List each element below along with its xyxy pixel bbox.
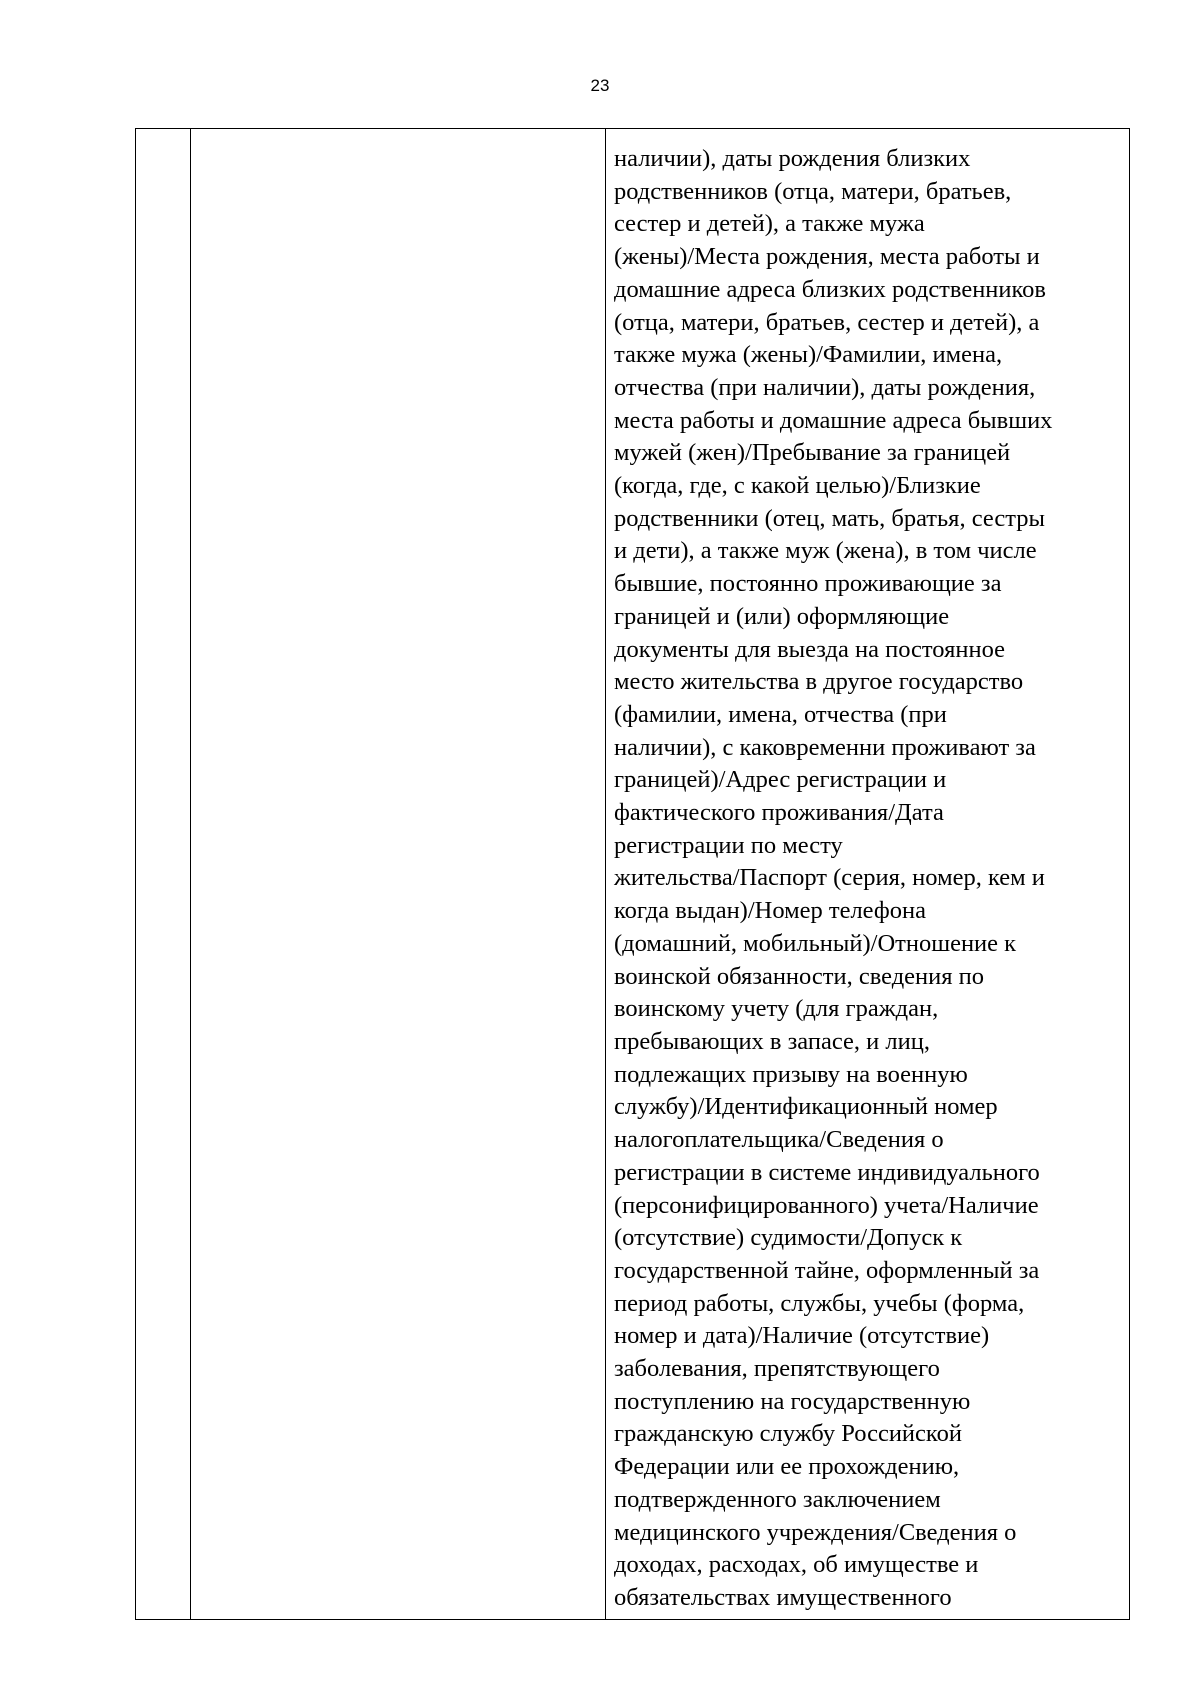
text-line: когда выдан)/Номер телефона: [614, 897, 926, 925]
text-line: (отсутствие) судимости/Допуск к: [614, 1224, 963, 1252]
text-line: службу)/Идентификационный номер: [614, 1093, 998, 1121]
text-line: домашние адреса близких родственников: [614, 275, 1047, 303]
text-line: пребывающих в запасе, и лиц,: [614, 1027, 930, 1055]
text-line: период работы, службы, учебы (форма,: [614, 1289, 1025, 1317]
text-line: родственники (отец, мать, братья, сестры: [614, 504, 1045, 532]
text-line: государственной тайне, оформленный за: [614, 1256, 1040, 1284]
text-line: наличии), даты рождения близких: [614, 145, 971, 172]
text-line: (когда, где, с какой целью)/Близкие: [614, 472, 981, 500]
text-line: также мужа (жены)/Фамилии, имена,: [614, 341, 1003, 369]
data-composition-text: [606, 129, 1129, 1615]
table-row: [136, 129, 1130, 1620]
text-line: регистрации по месту: [614, 831, 843, 859]
text-line: наличии), с каковременни проживают за: [614, 733, 1036, 761]
text-line: подлежащих призыву на военную: [614, 1060, 968, 1088]
text-line: границей и (или) оформляющие: [614, 602, 950, 630]
text-line: Федерации или ее прохождению,: [614, 1453, 960, 1481]
text-line: гражданскую службу Российской: [614, 1420, 962, 1448]
text-line: родственников (отца, матери, братьев,: [614, 177, 1012, 205]
text-line: обязательствах имущественного: [614, 1583, 952, 1611]
text-line: бывшие, постоянно проживающие за: [614, 570, 1002, 598]
text-line: (отца, матери, братьев, сестер и детей), а: [614, 308, 1040, 336]
personal-data-table: [135, 128, 1130, 1620]
text-line: место жительства в другое государство: [614, 668, 1024, 696]
text-line: фактического проживания/Дата: [614, 799, 944, 827]
table-cell-name: [191, 129, 606, 1620]
text-line: доходах, расходах, об имуществе и: [614, 1551, 979, 1579]
text-line: мужей (жен)/Пребывание за границей: [614, 439, 1011, 467]
text-line: поступлению на государственную: [614, 1387, 971, 1415]
text-line: (персонифицированного) учета/Наличие: [614, 1191, 1039, 1219]
text-line: документы для выезда на постоянное: [614, 635, 1006, 663]
table-cell-number: [136, 129, 191, 1620]
text-line: места работы и домашние адреса бывших: [614, 406, 1053, 434]
text-line: жительства/Паспорт (серия, номер, кем и: [614, 864, 1045, 892]
text-line: и дети), а также муж (жена), в том числе: [614, 537, 1037, 565]
text-line: медицинского учреждения/Сведения о: [614, 1518, 1017, 1546]
text-line: налогоплательщика/Сведения о: [614, 1126, 944, 1154]
text-line: заболевания, препятствующего: [614, 1355, 940, 1383]
text-line: (фамилии, имена, отчества (при: [614, 700, 947, 728]
text-line: границей)/Адрес регистрации и: [614, 766, 947, 794]
table-cell-data-composition: [606, 129, 1130, 1620]
page-number: 23: [590, 76, 610, 95]
text-line: номер и дата)/Наличие (отсутствие): [614, 1322, 990, 1350]
text-line: сестер и детей), а также мужа: [614, 210, 925, 238]
text-line: воинскому учету (для граждан,: [614, 995, 939, 1023]
text-line: подтвержденного заключением: [614, 1485, 941, 1513]
text-line: отчества (при наличии), даты рождения,: [614, 373, 1036, 401]
text-line: (жены)/Места рождения, места работы и: [614, 243, 1040, 271]
text-line: воинской обязанности, сведения по: [614, 962, 985, 990]
text-line: (домашний, мобильный)/Отношение к: [614, 929, 1017, 957]
text-line: регистрации в системе индивидуального: [614, 1158, 1040, 1186]
